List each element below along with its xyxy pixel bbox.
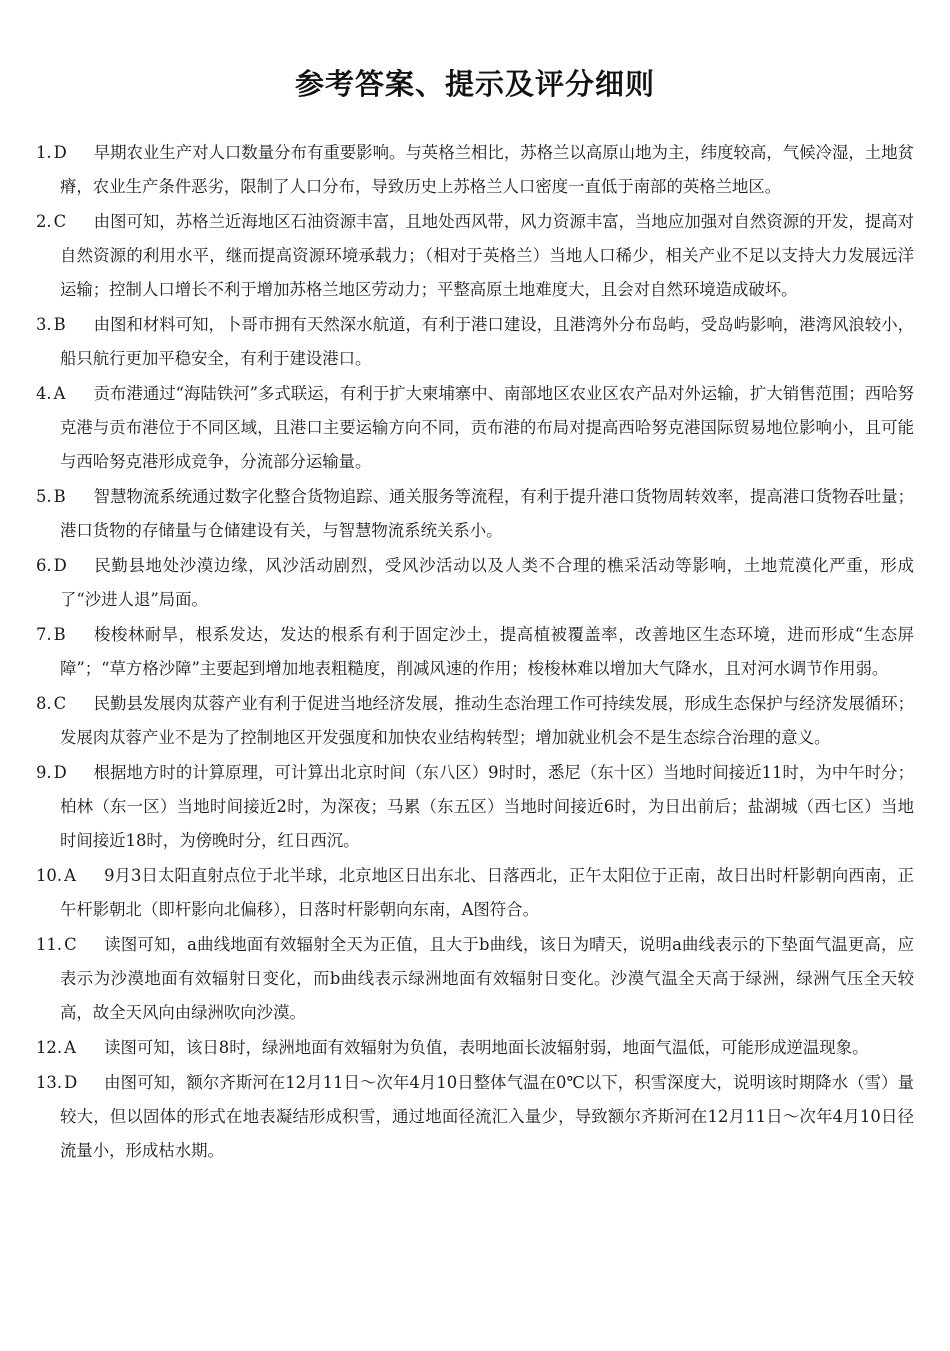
answer-item-1 — [36, 136, 914, 204]
answer-item-10 — [36, 859, 914, 927]
answer-item-6 — [36, 549, 914, 617]
question-number: 4. — [36, 384, 52, 403]
answer-item-9 — [36, 756, 914, 858]
answer-item-13 — [36, 1066, 914, 1168]
answer-explanation: 由图和材料可知，卜哥市拥有天然深水航道，有利于港口建设，且港湾外分布岛屿，受岛屿影响，港湾风浪较小，船只航行更加平稳安全，有利于建设港口。 — [60, 315, 914, 368]
answer-item-8 — [36, 687, 914, 755]
question-number: 7. — [36, 625, 52, 644]
question-number: 3. — [36, 315, 52, 334]
answer-letter: C — [53, 694, 67, 713]
answer-letter: B — [53, 625, 66, 644]
question-number: 8. — [36, 694, 52, 713]
answer-explanation: 贡布港通过“海陆铁河”多式联运，有利于扩大柬埔寨中、南部地区农业区农产品对外运输，扩大销售范围；西哈努克港与贡布港位于不同区域，且港口主要运输方向不同，贡布港的布局对提高西哈努克港国际贸易地位影响小，且可能与西哈努克港形成竞争，分流部分运输量。 — [60, 384, 914, 471]
answer-explanation: 早期农业生产对人口数量分布有重要影响。与英格兰相比，苏格兰以高原山地为主，纬度较高，气候冷湿，土地贫瘠，农业生产条件恶劣，限制了人口分布，导致历史上苏格兰人口密度一直低于南部的英格兰地区。 — [60, 143, 914, 196]
answer-letter: D — [53, 556, 67, 575]
answer-item-12 — [36, 1031, 914, 1065]
answer-explanation: 梭梭林耐旱，根系发达，发达的根系有利于固定沙土，提高植被覆盖率，改善地区生态环境，进而形成“生态屏障”；“草方格沙障”主要起到增加地表粗糙度，削减风速的作用；梭梭林难以增加大气降水，且对河水调节作用弱。 — [60, 625, 914, 678]
answer-letter: A — [64, 866, 76, 885]
answer-explanation: 民勤县发展肉苁蓉产业有利于促进当地经济发展，推动生态治理工作可持续发展，形成生态保护与经济发展循环；发展肉苁蓉产业不是为了控制地区开发强度和加快农业结构转型；增加就业机会不是生态综合治理的意义。 — [60, 694, 914, 747]
question-number: 6. — [36, 556, 52, 575]
answer-explanation: 民勤县地处沙漠边缘，风沙活动剧烈，受风沙活动以及人类不合理的樵采活动等影响，土地荒漠化严重，形成了“沙进人退”局面。 — [60, 556, 914, 609]
question-number: 9. — [36, 763, 52, 782]
question-number: 1. — [36, 143, 52, 162]
question-number: 2. — [36, 212, 52, 231]
answer-letter: C — [64, 935, 77, 954]
answer-letter: D — [53, 143, 67, 162]
answer-explanation: 读图可知，该日8时，绿洲地面有效辐射为负值，表明地面长波辐射弱，地面气温低，可能形成逆温现象。 — [104, 1038, 869, 1057]
answer-item-7 — [36, 618, 914, 686]
answer-explanation: 由图可知，额尔齐斯河在12月11日～次年4月10日整体气温在0℃以下，积雪深度大，说明该时期降水（雪）量较大，但以固体的形式在地表凝结形成积雪，通过地面径流汇入量少，导致额尔齐斯河在12月11日～次年4月10日径流量小，形成枯水期。 — [60, 1073, 914, 1160]
answer-explanation: 根据地方时的计算原理，可计算出北京时间（东八区）9时时，悉尼（东十区）当地时间接近11时，为中午时分；柏林（东一区）当地时间接近2时，为深夜；马累（东五区）当地时间接近6时，为日出前后；盐湖城（西七区）当地时间接近18时，为傍晚时分，红日西沉。 — [60, 763, 914, 850]
answer-list — [36, 136, 914, 1169]
answer-item-4 — [36, 377, 914, 479]
answer-letter: A — [64, 1038, 76, 1057]
question-number: 10. — [36, 866, 63, 885]
answer-item-11 — [36, 928, 914, 1030]
answer-letter: D — [64, 1073, 78, 1092]
answer-item-2 — [36, 205, 914, 307]
answer-letter: D — [53, 763, 67, 782]
answer-letter: B — [53, 315, 66, 334]
question-number: 12. — [36, 1038, 63, 1057]
answer-explanation: 由图可知，苏格兰近海地区石油资源丰富，且地处西风带，风力资源丰富，当地应加强对自然资源的开发，提高对自然资源的利用水平，继而提高资源环境承载力；（相对于英格兰）当地人口稀少，相关产业不足以支持大力发展远洋运输；控制人口增长不利于增加苏格兰地区劳动力；平整高原土地难度大，且会对自然环境造成破坏。 — [60, 212, 914, 299]
answer-letter: A — [53, 384, 66, 403]
question-number: 13. — [36, 1073, 63, 1092]
answer-item-3 — [36, 308, 914, 376]
answer-letter: C — [53, 212, 67, 231]
answer-explanation: 读图可知，a曲线地面有效辐射全天为正值，且大于b曲线，该日为晴天，说明a曲线表示的下垫面气温更高，应表示为沙漠地面有效辐射日变化，而b曲线表示绿洲地面有效辐射日变化。沙漠气温全天高于绿洲，绿洲气压全天较高，故全天风向由绿洲吹向沙漠。 — [60, 935, 914, 1022]
answer-explanation: 9月3日太阳直射点位于北半球，北京地区日出东北、日落西北，正午太阳位于正南，故日出时杆影朝向西南，正午杆影朝北（即杆影向北偏移），日落时杆影朝向东南，A图符合。 — [60, 866, 914, 919]
answer-item-5 — [36, 480, 914, 548]
question-number: 5. — [36, 487, 52, 506]
question-number: 11. — [36, 935, 63, 954]
page-bottom-margin — [0, 1282, 950, 1351]
answer-explanation: 智慧物流系统通过数字化整合货物追踪、通关服务等流程，有利于提升港口货物周转效率，提高港口货物吞吐量；港口货物的存储量与仓储建设有关，与智慧物流系统关系小。 — [60, 487, 914, 540]
answer-letter: B — [53, 487, 66, 506]
page-title: 参考答案、提示及评分细则 — [294, 67, 655, 101]
